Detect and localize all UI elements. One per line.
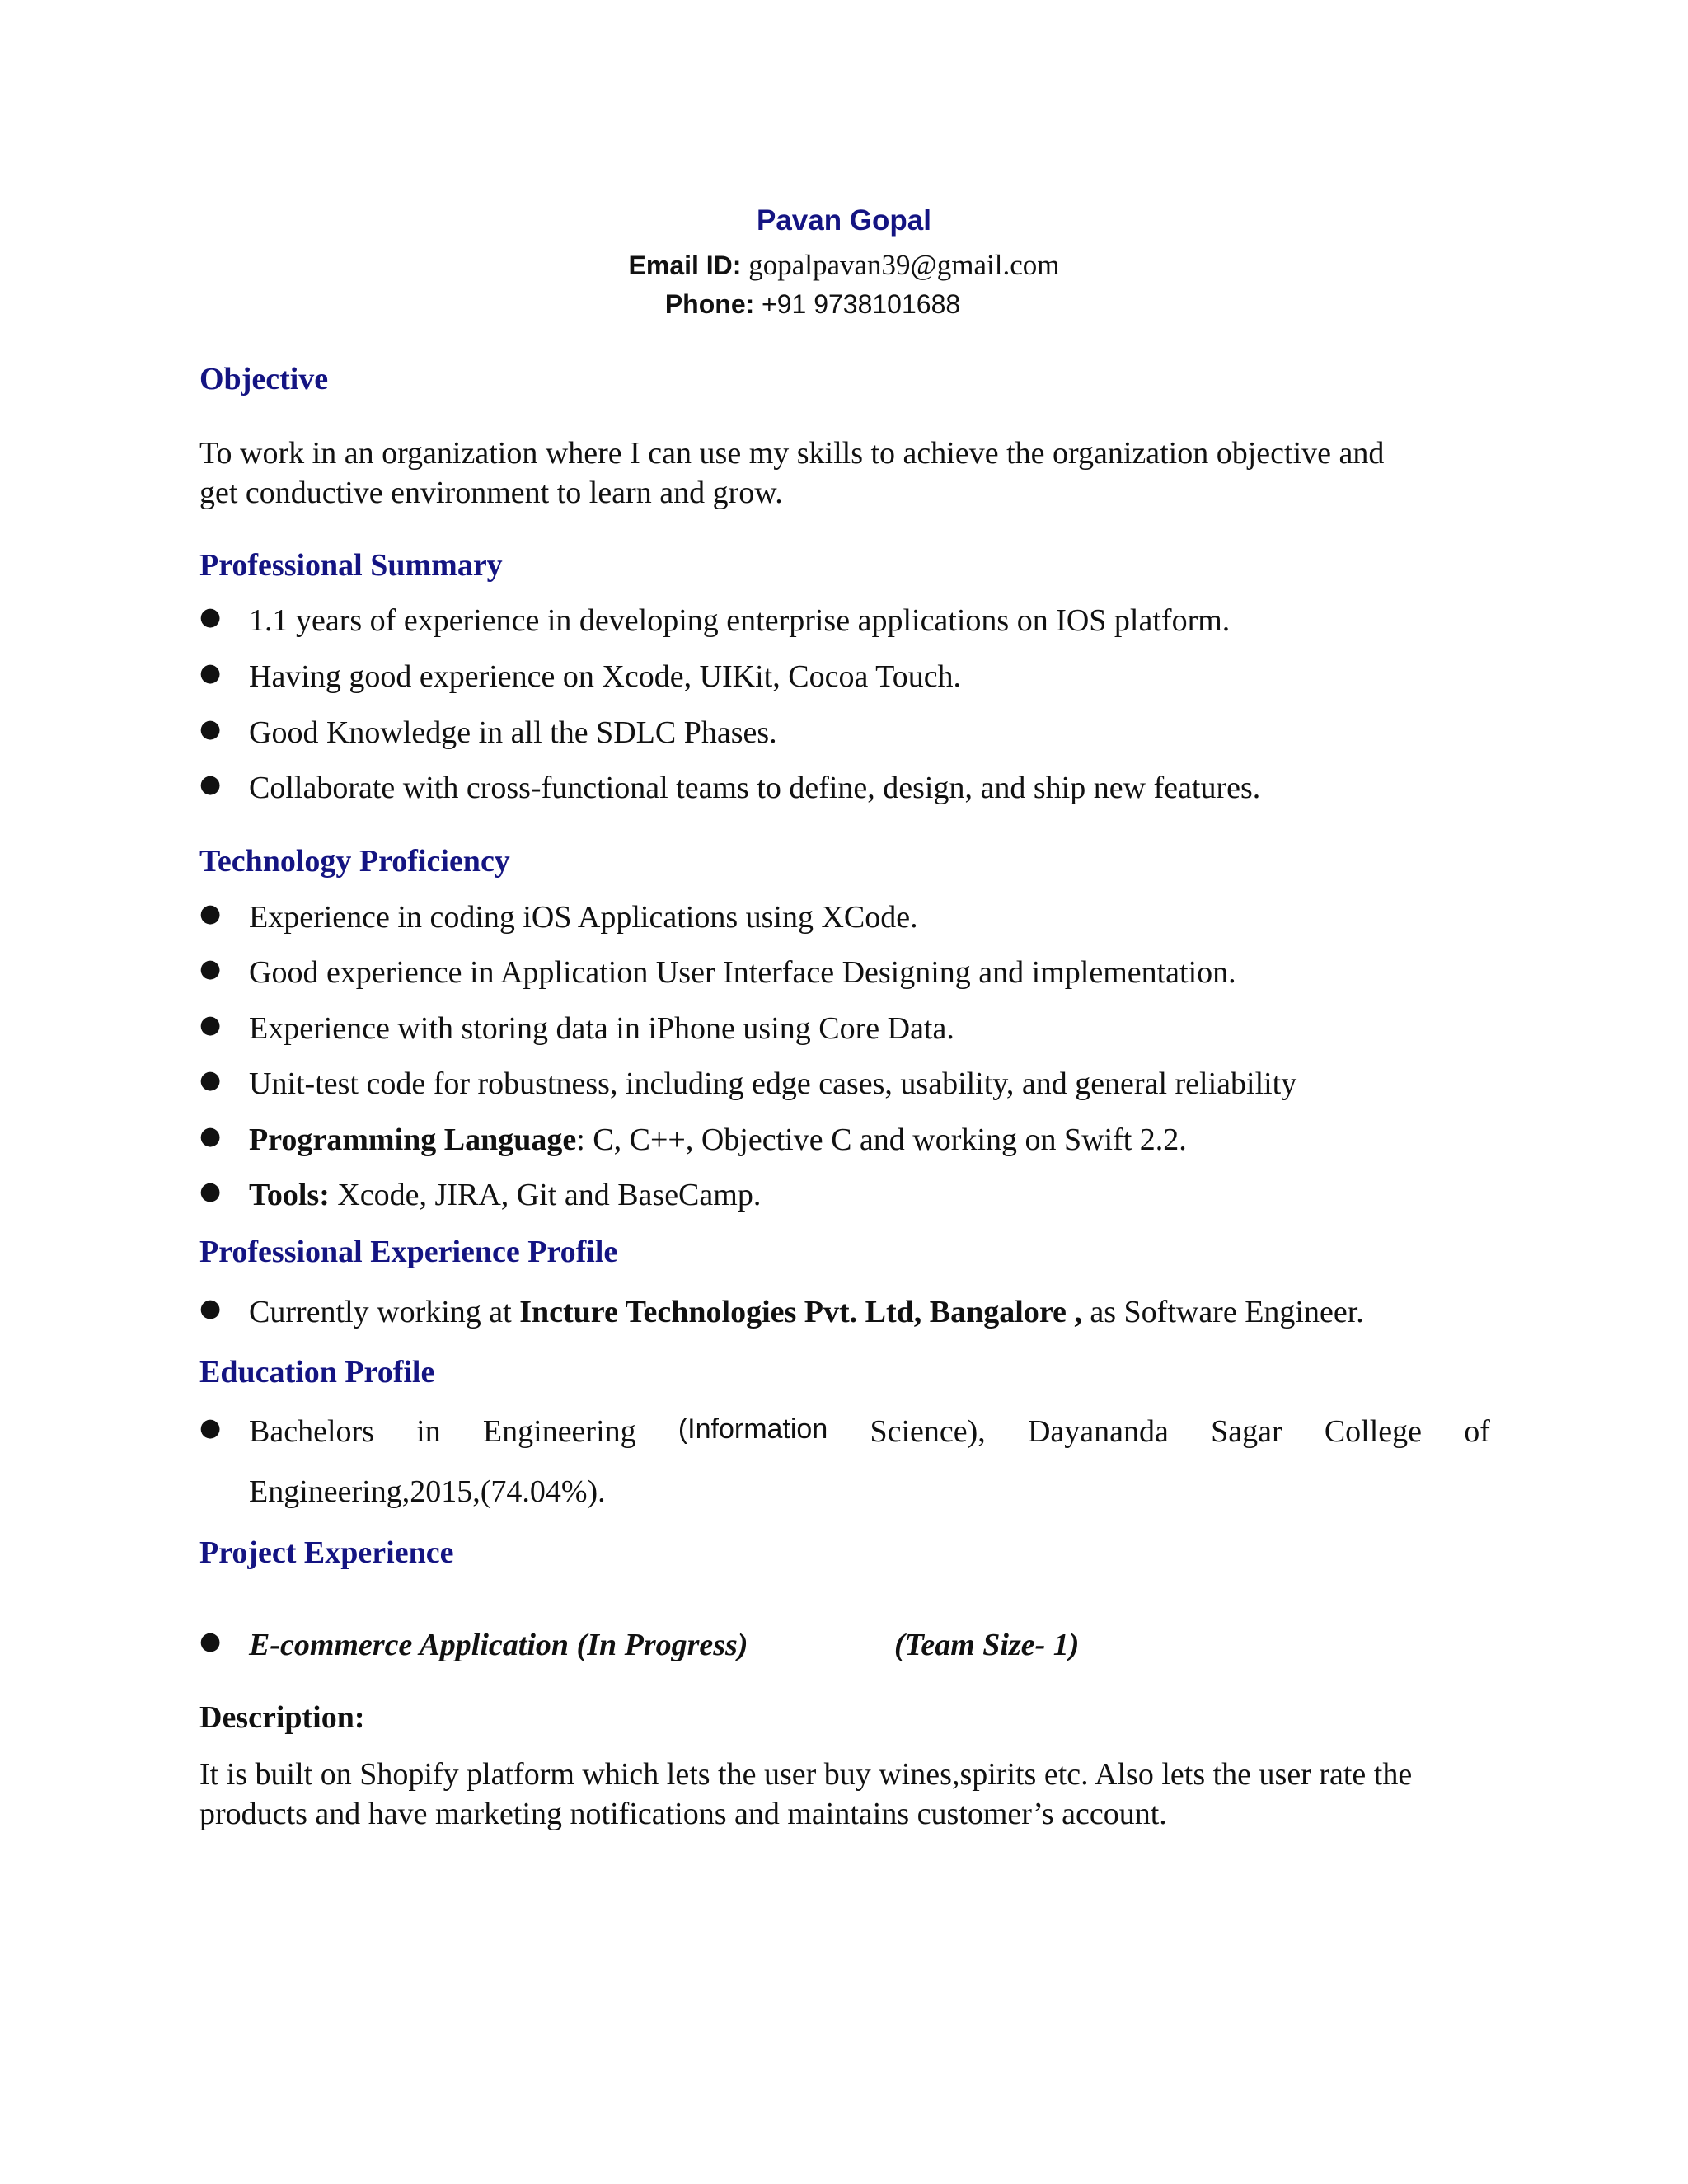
bullet-icon: ● (199, 1066, 222, 1094)
bullet-icon: ● (199, 1627, 222, 1656)
description-label: Description: (199, 1700, 365, 1735)
phone-line (0, 288, 1657, 321)
education-heading: Education Profile (199, 1355, 435, 1390)
project-team-size: (Team Size- 1) (894, 1628, 1080, 1662)
bullet-icon: ● (199, 1010, 222, 1039)
tools-label: Tools: (249, 1178, 330, 1212)
bullet-icon: ● (199, 899, 222, 928)
programming-language-value: : C, C++, Objective C and working on Swift 2.2. (576, 1122, 1187, 1157)
project-description-line-2: products and have marketing notifications and maintains customer’s account. (199, 1797, 1167, 1831)
project-description (199, 1755, 1493, 1834)
technology-item-text: Good experience in Application User Interface Designing and implementation. (249, 955, 1236, 990)
project-title: E-commerce Application (In Progress) (249, 1628, 748, 1662)
candidate-name: Pavan Gopal (756, 204, 932, 237)
email-value[interactable]: gopalpavan39@gmail.com (748, 249, 1060, 281)
objective-heading: Objective (199, 362, 329, 396)
education-word: Bachelors (249, 1414, 374, 1449)
experience-suffix: as Software Engineer. (1081, 1295, 1364, 1329)
bullet-icon: ● (199, 1413, 222, 1442)
technology-item-text: Experience in coding iOS Applications using XCode. (249, 900, 918, 935)
education-word: Sagar (1211, 1414, 1282, 1449)
summary-item-text: Good Knowledge in all the SDLC Phases. (249, 715, 777, 750)
summary-heading: Professional Summary (199, 548, 503, 583)
objective-text (199, 434, 1493, 513)
project-heading: Project Experience (199, 1535, 454, 1570)
objective-line-2: get conductive environment to learn and grow. (199, 476, 783, 510)
bullet-icon: ● (199, 1294, 222, 1323)
education-line-2: Engineering,2015,(74.04%). (249, 1474, 606, 1509)
bullet-icon: ● (199, 954, 222, 983)
programming-language-label: Programming Language (249, 1122, 577, 1157)
bullet-icon: ● (199, 715, 222, 743)
bullet-icon: ● (199, 1122, 222, 1151)
education-line-1 (249, 1413, 1490, 1450)
bullet-icon: ● (199, 1177, 222, 1206)
education-word: College (1324, 1414, 1423, 1449)
bullet-icon: ● (199, 602, 222, 631)
objective-line-1: To work in an organization where I can use my skills to achieve the organization objective and (199, 436, 1385, 471)
phone-label: Phone: (664, 289, 755, 319)
technology-item-text: Experience with storing data in iPhone using Core Data. (249, 1011, 954, 1046)
project-description-line-1: It is built on Shopify platform which lets the user buy wines,spirits etc. Also lets the user rate the (199, 1757, 1413, 1792)
summary-item-text: Having good experience on Xcode, UIKit, Cocoa Touch. (249, 659, 962, 694)
bullet-icon: ● (199, 770, 222, 799)
education-word: (Information (678, 1413, 828, 1445)
education-word: Engineering (482, 1414, 636, 1449)
education-word: Dayananda (1027, 1414, 1169, 1449)
experience-prefix: Currently working at (249, 1295, 520, 1329)
summary-item-text: Collaborate with cross-functional teams to define, design, and ship new features. (249, 771, 1261, 805)
education-word: Science), (870, 1414, 986, 1449)
education-word: of (1464, 1414, 1490, 1449)
phone-value[interactable]: +91 9738101688 (762, 289, 961, 319)
experience-heading: Professional Experience Profile (199, 1235, 618, 1269)
education-word: in (416, 1414, 441, 1449)
technology-heading: Technology Proficiency (199, 844, 510, 879)
email-label: Email ID: (628, 251, 742, 280)
company-name: Incture Technologies Pvt. Ltd, Bangalore , (519, 1295, 1082, 1329)
summary-item-text: 1.1 years of experience in developing enterprise applications on IOS platform. (249, 603, 1231, 638)
bullet-icon: ● (199, 658, 222, 687)
technology-item-text: Unit-test code for robustness, including edge cases, usability, and general reliability (249, 1066, 1297, 1101)
tools-value: Xcode, JIRA, Git and BaseCamp. (329, 1178, 762, 1212)
email-line (0, 249, 1688, 282)
